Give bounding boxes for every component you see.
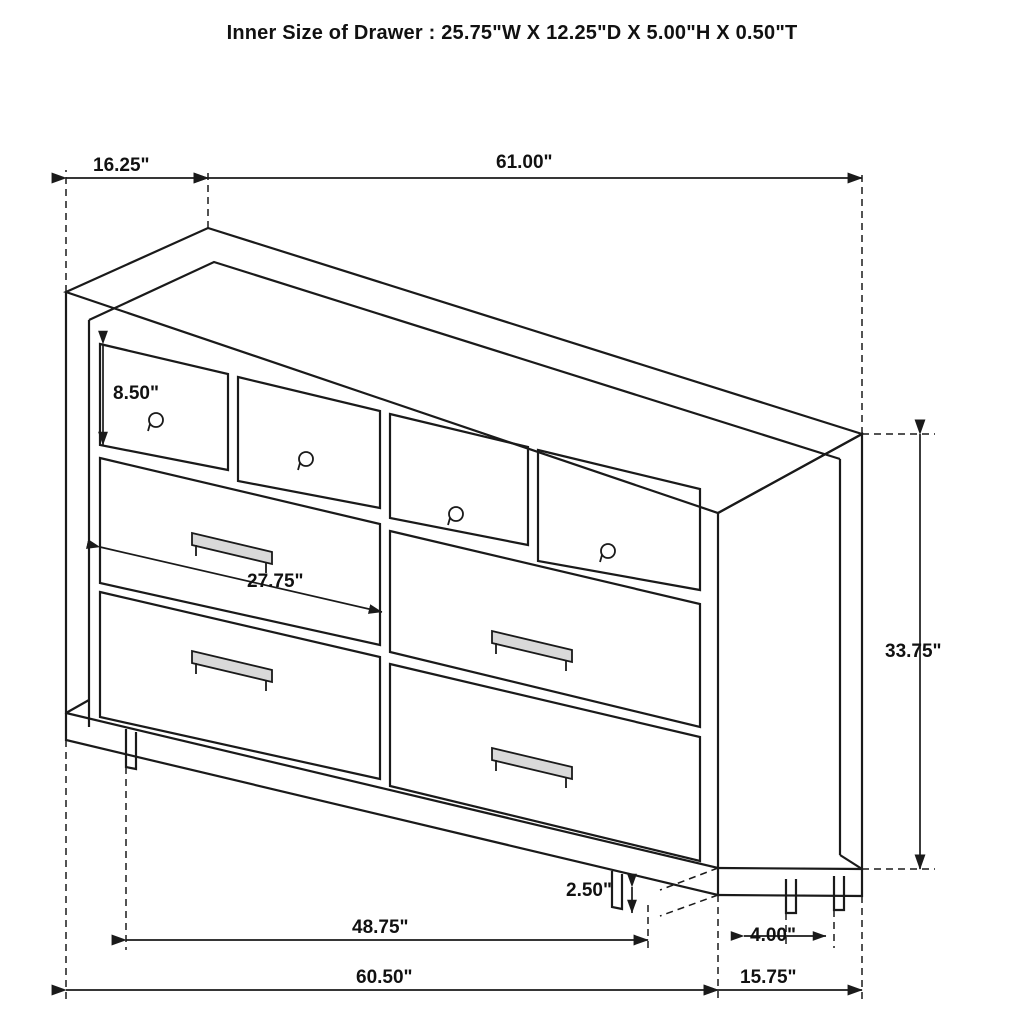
dimension-label-overall-depth: 15.75": [740, 967, 797, 988]
dimension-label-total-height: 33.75": [885, 641, 942, 662]
drawer-face-7: [100, 592, 380, 779]
dimension-label-base-height: 2.50": [566, 880, 612, 901]
dresser-base: [66, 700, 862, 896]
dimension-label-base-width: 48.75": [352, 917, 409, 938]
dimension-label-overall-width: 60.50": [356, 967, 413, 988]
drawer-face-4: [538, 450, 700, 590]
page-title: Inner Size of Drawer : 25.75"W X 12.25"D X 5.00"H X 0.50"T: [226, 22, 798, 44]
drawer-face-3: [390, 414, 528, 545]
drawer-face-6: [390, 531, 700, 727]
dimension-label-width-top: 61.00": [496, 152, 553, 173]
dimension-label-drawer-height: 8.50": [113, 383, 159, 404]
dresser-right-side: [718, 434, 862, 869]
drawer-face-1: [100, 344, 228, 470]
dimension-label-foot-depth: 4.00": [750, 925, 796, 946]
extension-lines: [66, 170, 935, 1000]
dresser-front-face: [66, 292, 718, 868]
drawer-row-top: [100, 344, 700, 590]
dresser-top-surface: [66, 228, 862, 513]
dimension-label-drawer-width: 27.75": [247, 571, 304, 592]
drawer-row-middle: [100, 458, 700, 727]
dimension-label-depth-top: 16.25": [93, 155, 150, 176]
drawer-face-2: [238, 377, 380, 508]
drawer-row-bottom: [100, 592, 700, 861]
dresser-feet: [126, 729, 844, 913]
